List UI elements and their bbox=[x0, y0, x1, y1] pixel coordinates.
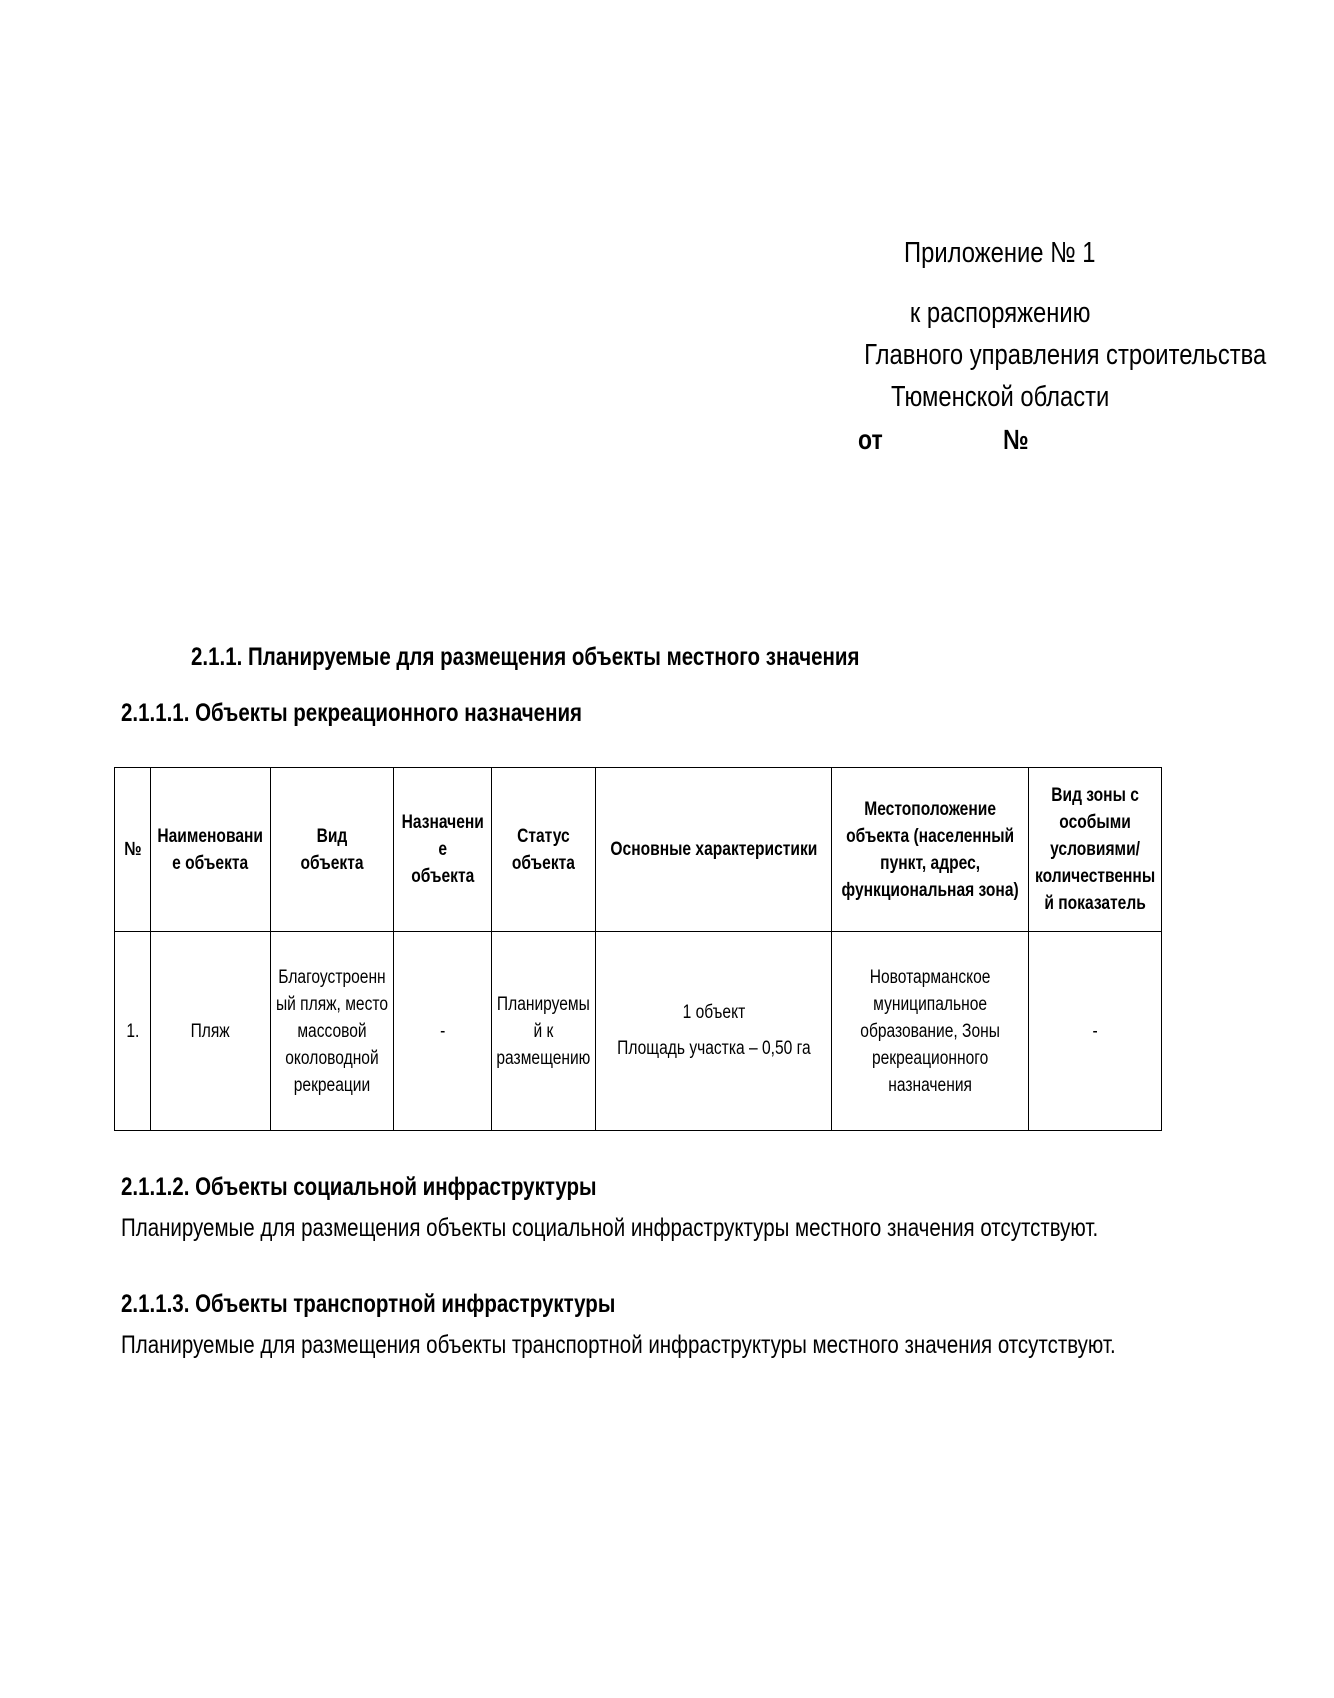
subsection-text-2: Планируемые для размещения объекты социальной инфраструктуры местного значения отсутствуют. bbox=[121, 1214, 1099, 1242]
header-cell-name: Наименовани е объекта bbox=[151, 768, 271, 932]
section-heading: 2.1.1. Планируемые для размещения объекты местного значения bbox=[191, 643, 860, 671]
number-label: № bbox=[1003, 424, 1029, 455]
subsection-heading-2: 2.1.1.2. Объекты социальной инфраструктуры bbox=[121, 1173, 597, 1201]
appendix-line-2: Главного управления строительства bbox=[864, 339, 1267, 371]
appendix-header bbox=[820, 232, 1267, 418]
appendix-title: Приложение № 1 bbox=[904, 237, 1096, 269]
cell-name: Пляж bbox=[151, 932, 271, 1131]
table-row bbox=[115, 932, 1162, 1131]
header-cell-zone: Вид зоны с особыми условиями/ количественны й показатель bbox=[1029, 768, 1162, 932]
subsection-heading-3: 2.1.1.3. Объекты транспортной инфраструктуры bbox=[121, 1290, 616, 1318]
appendix-line-3: Тюменской области bbox=[890, 381, 1110, 413]
cell-status: Планируемы й к размещению bbox=[492, 932, 596, 1131]
cell-number: 1. bbox=[115, 932, 151, 1131]
subsection-heading-1: 2.1.1.1. Объекты рекреационного назначения bbox=[121, 699, 583, 727]
header-cell-location: Местоположение объекта (населенный пункт, адрес, функциональная зона) bbox=[832, 768, 1029, 932]
objects-table bbox=[114, 767, 1162, 1131]
date-label: от bbox=[858, 424, 883, 455]
cell-type: Благоустроенн ый пляж, место массовой околоводной рекреации bbox=[271, 932, 394, 1131]
header-cell-type: Вид объекта bbox=[271, 768, 394, 932]
subsection-text-3: Планируемые для размещения объекты транспортной инфраструктуры местного значения отсутствуют. bbox=[121, 1331, 1116, 1359]
table-header-row bbox=[115, 768, 1162, 932]
cell-characteristics: 1 объект Площадь участка – 0,50 га bbox=[596, 932, 832, 1131]
header-cell-purpose: Назначени е объекта bbox=[394, 768, 492, 932]
cell-zone: - bbox=[1029, 932, 1162, 1131]
cell-purpose: - bbox=[394, 932, 492, 1131]
cell-location: Новотарманское муниципальное образование, Зоны рекреационного назначения bbox=[832, 932, 1029, 1131]
appendix-line-1: к распоряжению bbox=[909, 297, 1091, 329]
header-cell-characteristics: Основные характеристики bbox=[596, 768, 832, 932]
header-cell-number: № bbox=[115, 768, 151, 932]
header-cell-status: Статус объекта bbox=[492, 768, 596, 932]
